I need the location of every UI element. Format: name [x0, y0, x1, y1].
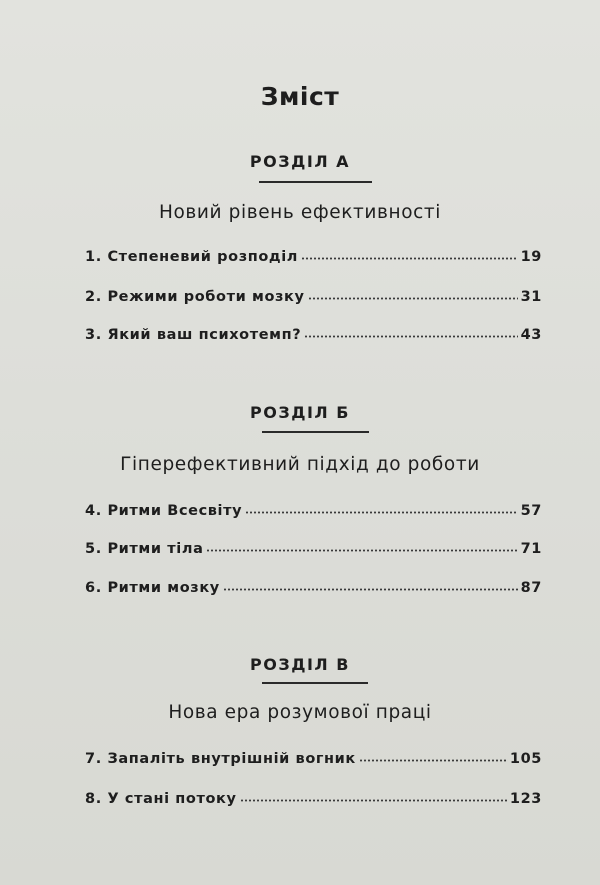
- dot-leader: [308, 297, 518, 300]
- dot-leader: [304, 335, 517, 338]
- section-a-rule: [259, 181, 372, 183]
- dot-leader: [301, 257, 518, 260]
- toc-entry[interactable]: [85, 249, 542, 265]
- toc-entry[interactable]: [85, 580, 542, 596]
- toc-entry-title: 6. Ритми мозку: [85, 580, 220, 596]
- dot-leader: [223, 588, 518, 591]
- toc-entry-page: 105: [509, 751, 542, 767]
- toc-entry[interactable]: [85, 751, 542, 767]
- section-c-heading: Нова ера розумової праці: [168, 702, 432, 723]
- toc-entry[interactable]: [85, 503, 542, 519]
- toc-entry-page: 31: [520, 289, 542, 305]
- toc-entry-page: 57: [520, 503, 542, 519]
- section-c-label: РОЗДІЛ В: [250, 655, 350, 674]
- toc-entry-title: 8. У стані потоку: [85, 791, 237, 807]
- toc-entry-title: 7. Запаліть внутрішній вогник: [85, 751, 356, 767]
- toc-entry-page: 19: [520, 249, 542, 265]
- section-c-rule: [262, 682, 368, 684]
- toc-entry[interactable]: [85, 327, 542, 343]
- dot-leader: [359, 759, 507, 762]
- toc-entry-page: 123: [509, 791, 542, 807]
- page-title: Зміст: [260, 82, 340, 111]
- toc-entry-title: 3. Який ваш психотемп?: [85, 327, 302, 343]
- toc-entry-page: 43: [520, 327, 542, 343]
- section-b-heading: Гіперефективний підхід до роботи: [120, 454, 480, 475]
- toc-entry-title: 1. Степеневий розподіл: [85, 249, 299, 265]
- dot-leader: [240, 799, 507, 802]
- toc-entry-page: 71: [520, 541, 542, 557]
- toc-entry[interactable]: [85, 791, 542, 807]
- toc-entry-title: 4. Ритми Всесвіту: [85, 503, 243, 519]
- section-a-label: РОЗДІЛ А: [249, 152, 351, 171]
- toc-entry-page: 87: [520, 580, 542, 596]
- toc-entry-title: 2. Режими роботи мозку: [85, 289, 305, 305]
- section-b-rule: [262, 431, 369, 433]
- section-b-label: РОЗДІЛ Б: [250, 403, 350, 422]
- toc-entry[interactable]: [85, 289, 542, 305]
- dot-leader: [245, 511, 517, 514]
- toc-entry[interactable]: [85, 541, 542, 557]
- dot-leader: [206, 549, 517, 552]
- section-a-heading: Новий рівень ефективності: [158, 202, 442, 223]
- toc-entry-title: 5. Ритми тіла: [85, 541, 204, 557]
